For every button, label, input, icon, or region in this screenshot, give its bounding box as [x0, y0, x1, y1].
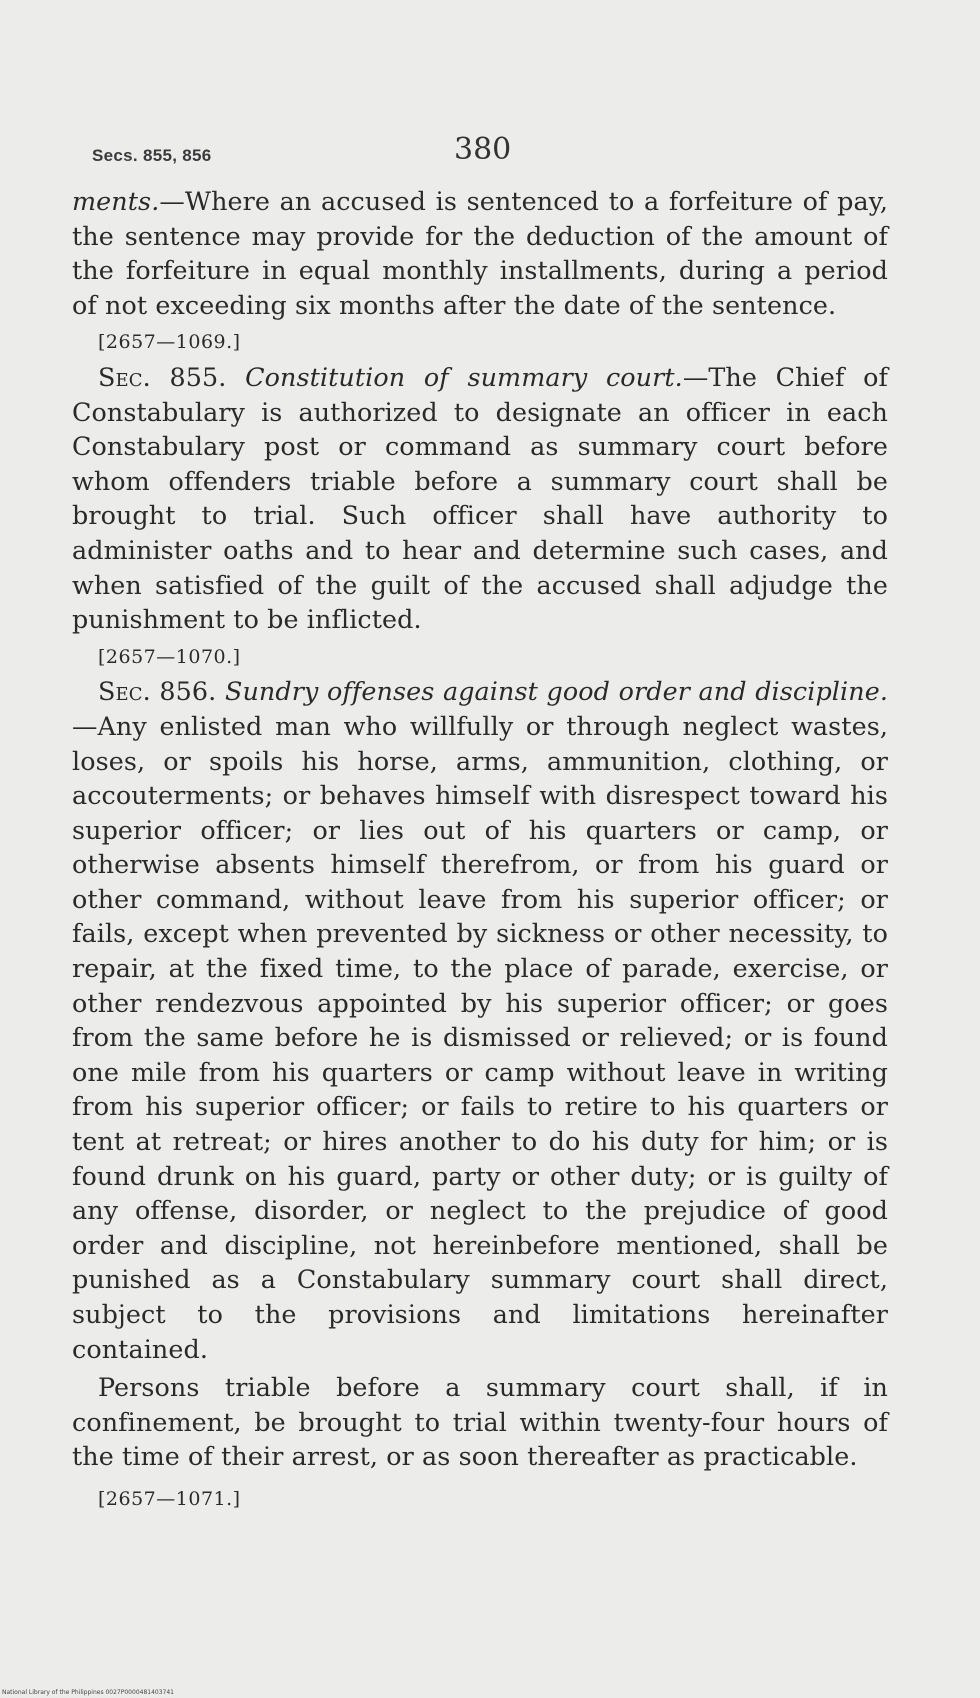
citation-reference: [2657—1071.] — [98, 1487, 241, 1510]
citation-reference: [2657—1069.] — [98, 331, 241, 354]
section-text: —The Chief of Constabulary is authorized to designate an officer in each Constabulary post or command as summary court before whom offenders triable before a summary court shall be brought to trial. Such officer shall have authority to administer oaths and to hear and determine such cases, and when satisfied of the guilt of the accused shall adjudge the punishment to be inflicted. — [72, 361, 889, 635]
section-reference: Secs. 855, 856 — [92, 146, 212, 165]
paragraph-continuation — [72, 184, 888, 322]
paragraph-persons-triable: Persons triable before a summary court shall, if in confinement, be brought to trial within twenty-four hours of the time of their arrest, or as soon thereafter as practicable. — [72, 1372, 888, 1472]
body-text — [72, 184, 888, 1517]
library-credit: National Library of the Philippines 0027P0000481403741 — [2, 1689, 174, 1696]
section-text: —Any enlisted man who willfully or through neglect wastes, loses, or spoils his horse, arms, ammunition, clothing, or accouterments; or behaves himself with disrespect toward his superior officer; or lies out of his quarters or camp, or otherwise absents himself therefrom, or from his guard or other command, without leave from his superior officer; or fails, except when prevented by sickness or other necessity, to repair, at the fixed time, to the place of parade, exercise, or other rendezvous appointed by his superior officer; or goes from the same before he is dismissed or relieved; or is found one mile from his quarters or camp without leave in writing from his superior officer; or fails to retire to his quarters or tent at retreat; or hires another to do his duty for him; or is found drunk on his guard, party or other duty; or is guilty of any offense, disorder, or neglect to the prejudice of good order and discipline, not hereinbefore mentioned, shall be punished as a Constabulary summary court shall direct, subject to the provisions and limitations hereinafter contained. — [72, 710, 888, 1364]
section-title-fragment: ments. — [72, 186, 160, 216]
section-855 — [72, 360, 888, 637]
section-856 — [72, 674, 888, 1366]
section-label: Sec. 856. — [98, 676, 217, 707]
paragraph-text: —Where an accused is sentenced to a forfeiture of pay, the sentence may provide for the deduction of the amount of the forfeiture in equal monthly installments, during a period of not exceeding six months after the date of the sentence. — [72, 186, 888, 320]
section-title: Sundry offenses against good order and discipline. — [224, 676, 888, 707]
page-header — [92, 132, 892, 172]
page-number: 380 — [454, 132, 512, 167]
citation-reference: [2657—1070.] — [98, 645, 241, 668]
section-title: Constitution of summary court. — [245, 361, 683, 392]
section-label: Sec. 855. — [98, 361, 227, 392]
